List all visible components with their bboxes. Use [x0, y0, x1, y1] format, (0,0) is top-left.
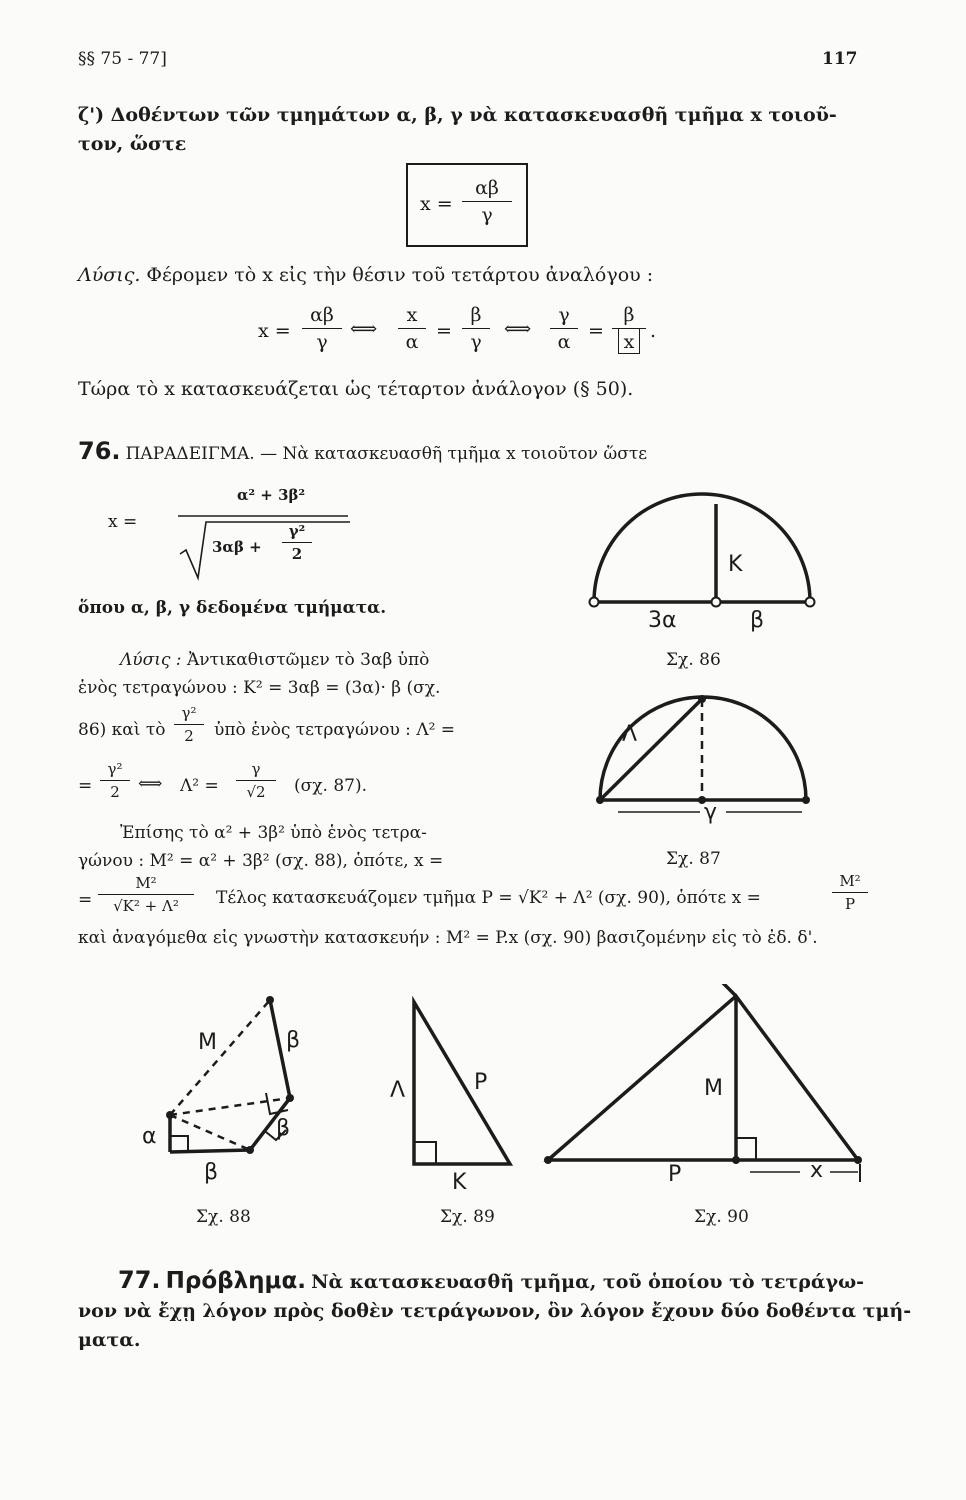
s76-sol-text-1: Ἀντικαθιστῶμεν τὸ 3αβ ὑπὸ [186, 650, 430, 670]
fig90-label-x: x [810, 1158, 824, 1183]
boxed-fraction [462, 177, 512, 226]
fig86-label-3a: 3α [648, 608, 677, 633]
figure-87 [592, 690, 818, 816]
s76-sol-line-5: Ἐπίσης τὸ α² + 3β² ὑπὸ ἑνὸς τετρα- [120, 823, 427, 843]
fig88-label-b-bottom: β [204, 1160, 219, 1185]
figure-88 [150, 990, 310, 1180]
zeta-solution [78, 264, 653, 286]
eq-arrow-2: ⟺ [504, 318, 532, 340]
s76-sol-line-3-fraction [174, 704, 204, 745]
section-77-title: Πρόβλημα. [165, 1268, 306, 1294]
fig90-label-m: M [704, 1076, 723, 1101]
eq-fraction-5 [612, 304, 646, 354]
section-77-number: 77. [118, 1266, 161, 1294]
zeta-conclusion: Τώρα τὸ x κατασκευάζεται ὡς τέταρτον ἀνάλογον (§ 50). [78, 378, 634, 400]
s76-sol-line-3b: ὑπὸ ἑνὸς τετραγώνου : Λ² = [214, 720, 456, 740]
s76-sol-line-3-den: 2 [184, 727, 194, 745]
fig86-caption: Σχ. 86 [666, 650, 721, 670]
fig88-caption: Σχ. 88 [196, 1207, 251, 1227]
figure-86 [586, 490, 822, 618]
fig90-caption: Σχ. 90 [694, 1207, 749, 1227]
solution-label: Λύσις. [78, 264, 141, 286]
section-77-heading [118, 1266, 864, 1294]
s76-given: ὅπου α, β, γ δεδομένα τμήματα. [78, 598, 387, 618]
s76-sol-line-7-fraction [98, 874, 194, 915]
eq-x: x = [258, 320, 291, 342]
s76-eq-x: x = [108, 512, 138, 532]
eq-f4-den: α [557, 331, 571, 353]
eq-fraction-4 [550, 304, 578, 353]
boxed-numerator: αβ [462, 177, 512, 202]
eq-fraction-2 [398, 304, 426, 353]
zeta-line-2: τον, ὥστε [78, 133, 187, 155]
eq-arrow-1: ⟺ [350, 318, 378, 340]
section-reference: §§ 75 - 77] [78, 49, 167, 69]
boxed-x: x = [420, 193, 453, 215]
section-76-title: ΠΑΡΑΔΕΙΓΜΑ. — Νὰ κατασκευασθῆ τμῆμα x τοιοῦτον ὥστε [125, 444, 648, 464]
s76-sol-line-7-lead: = [78, 890, 93, 910]
boxed-formula [406, 163, 528, 247]
eq-period: . [650, 320, 657, 342]
s76-sol-line-7-final-fraction [832, 872, 868, 913]
fig90-label-p: P [668, 1162, 682, 1187]
s76-eq-root-num: γ² [282, 522, 312, 543]
s76-sol-line-4-den: 2 [110, 783, 120, 801]
s76-sol-line-4-f-num: γ [236, 760, 276, 781]
s76-eq-root-den: 2 [291, 545, 303, 563]
section-77-line-3: ματα. [78, 1329, 141, 1351]
fig88-label-b-mid: β [276, 1116, 291, 1141]
s76-eq-root-fraction [282, 522, 312, 563]
s76-sol-line-4-mid: Λ² = [180, 776, 219, 796]
page-number: 117 [822, 49, 858, 69]
s76-sol-line-8: καὶ ἀναγόμεθα εἰς γνωστὴν κατασκευήν : M² = P.x (σχ. 90) βασιζομένην εἰς τὸ ἐδ. δ'. [78, 928, 818, 948]
fig89-caption: Σχ. 89 [440, 1207, 495, 1227]
eq-f4-num: γ [550, 304, 578, 329]
eq-f5-num: β [612, 304, 646, 329]
figure-89 [406, 996, 526, 1176]
zeta-line-1: ζ') Δοθέντων τῶν τμημάτων α, β, γ νὰ κατασκευασθῆ τμῆμα x τοιοῦ- [78, 104, 837, 126]
eq-f1-num: αβ [302, 304, 342, 329]
eq-f3-num: β [462, 304, 490, 329]
eq-f5-den: x [618, 329, 640, 354]
s76-eq-radical [176, 508, 356, 582]
s76-sol-line-4-root-fraction [236, 760, 276, 801]
section-77-line-1: Νὰ κατασκευασθῆ τμῆμα, τοῦ ὁποίου τὸ τετράγω- [311, 1271, 865, 1293]
fig89-label-lambda: Λ [390, 1078, 406, 1103]
s76-sol-line-1 [120, 650, 429, 670]
eq-f3-den: γ [470, 331, 482, 353]
eq-f2-num: x [398, 304, 426, 329]
section-76-number: 76. [78, 437, 121, 465]
eq-f1-den: γ [316, 331, 328, 353]
eq-fraction-3 [462, 304, 490, 353]
section-76-heading [78, 437, 647, 465]
s76-sol-line-2: ἑνὸς τετραγώνου : K² = 3αβ = (3α)· β (σχ. [78, 678, 441, 698]
fig87-label-gamma: γ [704, 800, 718, 825]
s76-sol-line-4-fraction [100, 760, 130, 801]
solution-text: Φέρομεν τὸ x εἰς τὴν θέσιν τοῦ τετάρτου ἀναλόγου : [146, 264, 654, 286]
fig87-label-lambda: Λ [622, 722, 638, 747]
s76-eq-numerator: α² + 3β² [236, 486, 306, 504]
s76-sol-line-4-arrow: ⟺ [138, 774, 163, 794]
fig86-label-k: K [728, 552, 743, 577]
s76-sol-line-7-text: Τέλος κατασκευάζομεν τμῆμα P = √K² + Λ² (σχ. 90), ὁπότε x = [216, 888, 761, 908]
s76-sol-line-7-f-den: P [844, 895, 856, 913]
s76-sol-line-7-f-num: M² [832, 872, 868, 893]
fig89-label-k: K [452, 1170, 467, 1195]
s76-sol-line-7-den: √K² + Λ² [113, 897, 179, 915]
fig88-label-m: M [198, 1030, 217, 1055]
s76-sol-line-3a: 86) καὶ τὸ [78, 720, 166, 740]
s76-sol-line-6: γώνου : M² = α² + 3β² (σχ. 88), ὁπότε, x = [78, 851, 444, 871]
boxed-denominator: γ [481, 204, 493, 226]
fig86-label-b: β [750, 608, 765, 633]
s76-sol-line-3-num: γ² [174, 704, 204, 725]
eq-equals-1: = [436, 320, 452, 342]
fig87-caption: Σχ. 87 [666, 849, 721, 869]
s76-eq-root-a: 3αβ + [212, 538, 262, 556]
eq-fraction-1 [302, 304, 342, 353]
s76-sol-line-7-num: M² [98, 874, 194, 895]
eq-equals-2: = [588, 320, 604, 342]
fig88-label-a: α [142, 1124, 157, 1149]
s76-sol-line-4-num: γ² [100, 760, 130, 781]
section-77-line-2: νον νὰ ἔχῃ λόγον πρὸς δοθὲν τετράγωνον, ὃν λόγον ἔχουν δύο δοθέντα τμή- [78, 1300, 912, 1322]
eq-f2-den: α [405, 331, 419, 353]
s76-sol-line-4-lead: = [78, 776, 93, 796]
fig88-label-b-top: β [286, 1028, 301, 1053]
s76-sol-line-4-ref: (σχ. 87). [294, 776, 368, 796]
s76-sol-label: Λύσις : [120, 650, 182, 670]
fig89-label-p: P [474, 1070, 488, 1095]
s76-sol-line-4-f-den: √2 [246, 783, 266, 801]
